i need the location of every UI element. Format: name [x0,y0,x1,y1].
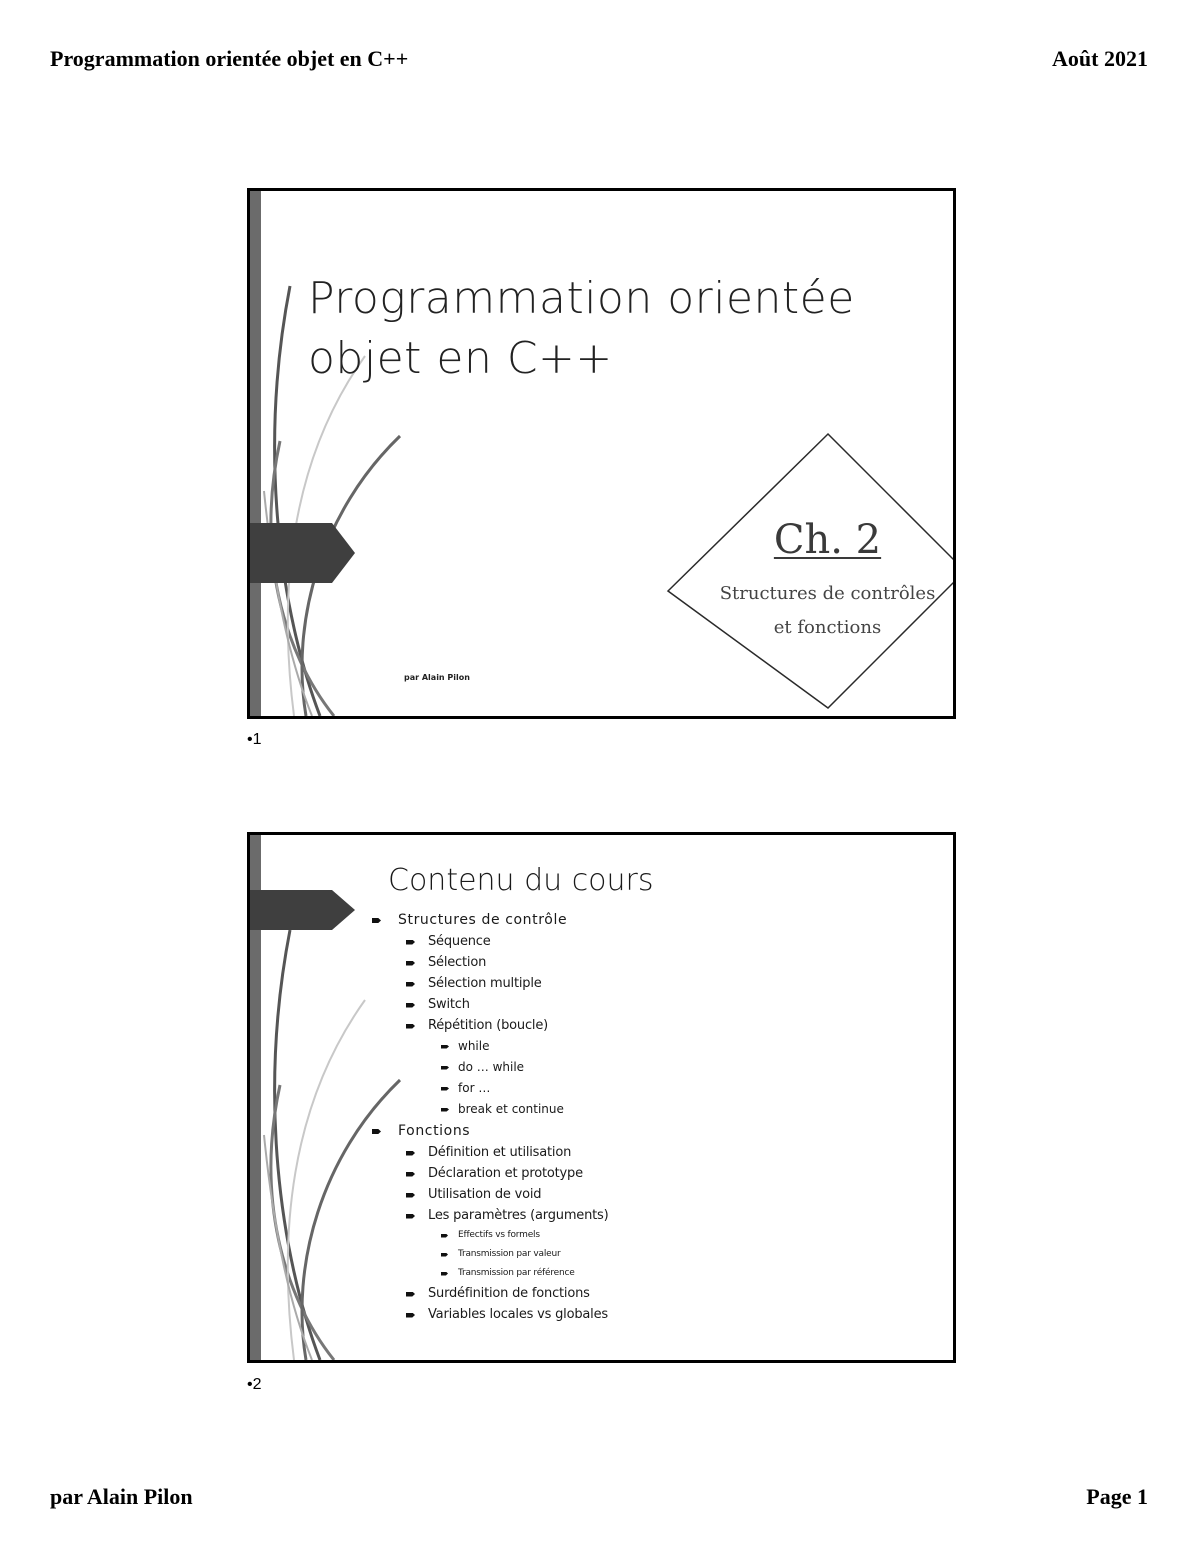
outline-item [370,1120,608,1142]
outline-item-text: Répétition (boucle) [428,1018,548,1033]
subtitle-line: et fonctions [773,617,882,638]
outline-item [370,909,608,931]
arrow-bullet-icon [372,918,381,923]
page-footer [50,1484,1148,1510]
arrow-bullet-icon [441,1253,448,1257]
header-date: Août 2021 [1052,46,1148,71]
arrow-bullet-icon [406,1313,415,1318]
outline-item [370,1264,608,1283]
arrow-bullet-icon [406,1193,415,1198]
slide-2 [247,832,956,1363]
slide-number: •1 [247,731,262,748]
slide-1 [247,188,956,719]
outline-item-text: Transmission par valeur [458,1249,561,1259]
outline-item-text: Définition et utilisation [428,1145,572,1160]
slide-title: Programmation orientée objet en C++ [308,273,855,384]
arrow-bullet-icon [406,1024,415,1029]
chapter-number: Ch. 2 [773,517,882,563]
outline-item-text: Sélection [428,955,487,970]
slide-author: par Alain Pilon [404,673,470,682]
arrow-bullet-icon [441,1066,449,1070]
outline-item-text: Utilisation de void [428,1187,542,1202]
outline-item [370,1205,608,1226]
outline-item-text: Les paramètres (arguments) [428,1208,609,1223]
footer-author: par Alain Pilon [50,1484,193,1509]
outline-item-text: Déclaration et prototype [428,1166,583,1181]
outline-item-text: Switch [428,997,470,1012]
outline-item-text: Structures de contrôle [398,912,568,928]
arrow-bullet-icon [441,1045,449,1049]
outline-item-text: do … while [458,1060,525,1074]
outline-item-text: Transmission par référence [458,1268,575,1278]
outline-item [370,952,608,973]
outline-item [370,1142,608,1163]
arrow-bullet-icon [372,1129,381,1134]
arrow-bullet-icon [441,1087,449,1091]
outline-item [370,1304,608,1325]
outline-item [370,1163,608,1184]
page-header [50,46,1148,72]
chapter-diamond [668,434,953,708]
outline-item-text: Séquence [428,934,491,949]
outline-item [370,994,608,1015]
outline-item-text: Effectifs vs formels [458,1230,540,1240]
chapter-subtitle [705,577,950,645]
arrow-bullet-icon [406,1214,415,1219]
title-arrow-shape [250,890,355,930]
outline-item [370,1245,608,1264]
arrow-bullet-icon [406,1003,415,1008]
outline-item [370,1078,608,1099]
outline-item [370,1099,608,1120]
outline-item-text: Surdéfinition de fonctions [428,1286,590,1301]
content-outline [370,909,608,1325]
outline-item [370,931,608,952]
outline-item-text: Fonctions [398,1123,471,1139]
outline-item-text: for … [458,1081,491,1095]
arrow-bullet-icon [406,1172,415,1177]
arrow-bullet-icon [406,940,415,945]
outline-item-text: Sélection multiple [428,976,542,991]
slide-title: Contenu du cours [388,863,654,898]
arrow-bullet-icon [406,961,415,966]
outline-item [370,1036,608,1057]
arrow-bullet-icon [441,1234,448,1238]
arrow-bullet-icon [406,1151,415,1156]
subtitle-line: Structures de contrôles [719,583,936,604]
outline-item [370,1226,608,1245]
outline-item-text: while [458,1039,490,1053]
outline-item [370,1015,608,1036]
outline-item [370,973,608,994]
arrow-bullet-icon [441,1272,448,1276]
arrow-bullet-icon [406,1292,415,1297]
outline-item-text: break et continue [458,1102,564,1116]
arrow-bullet-icon [441,1108,449,1112]
slide-number: •2 [247,1376,262,1393]
arrow-bullet-icon [406,982,415,987]
footer-page-number: Page 1 [1086,1484,1148,1509]
outline-item [370,1283,608,1304]
title-arrow-shape [250,523,355,583]
outline-item [370,1184,608,1205]
header-title: Programmation orientée objet en C++ [50,46,409,71]
outline-item-text: Variables locales vs globales [428,1307,608,1322]
outline-item [370,1057,608,1078]
